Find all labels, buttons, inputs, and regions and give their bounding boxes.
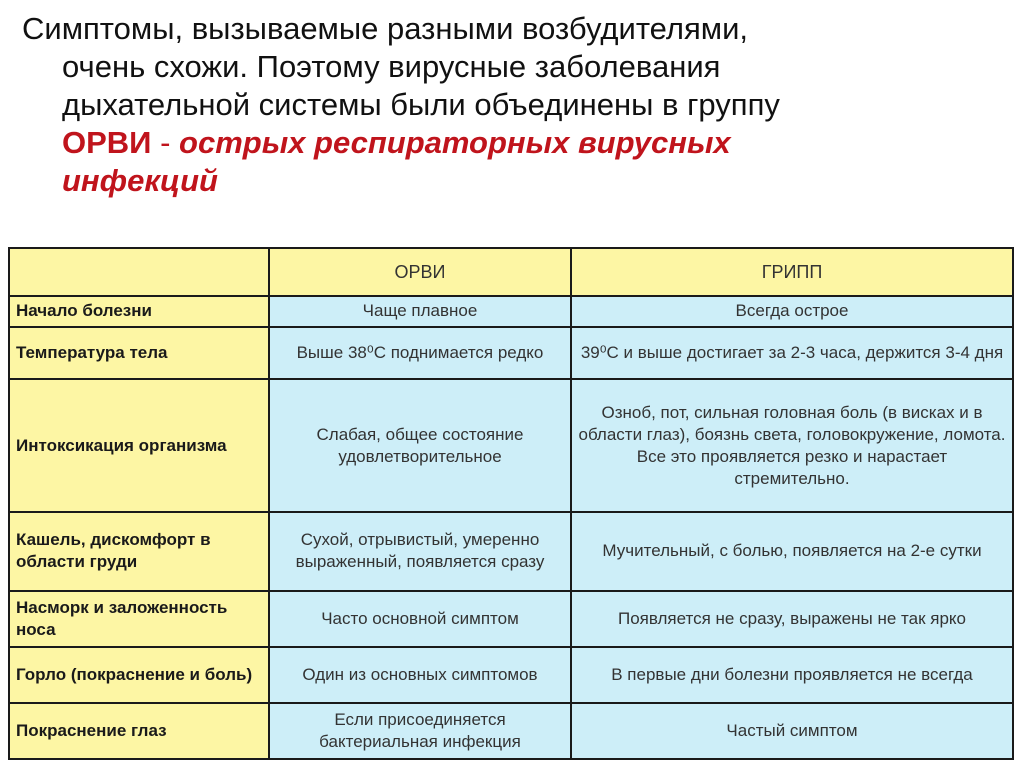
orvi-cell: Слабая, общее состояние удовлетворительное <box>269 379 571 511</box>
gripp-cell: Появляется не сразу, выражены не так ярко <box>571 591 1013 647</box>
acronym-orvi: ОРВИ <box>62 125 152 160</box>
table-row <box>9 591 1013 647</box>
slide-heading <box>22 10 1012 200</box>
gripp-cell: 39⁰С и выше достигает за 2-3 часа, держится 3-4 дня <box>571 327 1013 380</box>
heading-line-4 <box>22 124 1012 162</box>
comparison-table <box>8 247 1014 760</box>
orvi-cell: Если присоединяется бактериальная инфекция <box>269 703 571 759</box>
column-header-orvi: ОРВИ <box>269 248 571 296</box>
heading-line-3: дыхательной системы были объединены в группу <box>62 87 780 122</box>
row-label: Кашель, дискомфорт в области груди <box>9 512 269 591</box>
table-row <box>9 296 1013 327</box>
gripp-cell: Мучительный, с болью, появляется на 2-е сутки <box>571 512 1013 591</box>
table-header-row <box>9 248 1013 296</box>
heading-dash: - <box>151 125 180 160</box>
row-label: Интоксикация организма <box>9 379 269 511</box>
table-row <box>9 703 1013 759</box>
gripp-cell: Озноб, пот, сильная головная боль (в висках и в области глаз), боязнь света, головокружение, ломота. Все это проявляется резко и нарастает стремительно. <box>571 379 1013 511</box>
column-header-gripp: ГРИПП <box>571 248 1013 296</box>
row-label: Покраснение глаз <box>9 703 269 759</box>
table-row <box>9 647 1013 703</box>
row-label: Начало болезни <box>9 296 269 327</box>
orvi-cell: Выше 38⁰С поднимается редко <box>269 327 571 380</box>
heading-line-1: Симптомы, вызываемые разными возбудителями, <box>22 11 749 46</box>
table-row <box>9 512 1013 591</box>
row-label: Горло (покраснение и боль) <box>9 647 269 703</box>
gripp-cell: В первые дни болезни проявляется не всегда <box>571 647 1013 703</box>
heading-line-5 <box>22 162 1012 200</box>
table-row <box>9 327 1013 380</box>
row-label: Температура тела <box>9 327 269 380</box>
acronym-expansion-1: острых респираторных вирусных <box>179 125 731 160</box>
orvi-cell: Сухой, отрывистый, умеренно выраженный, появляется сразу <box>269 512 571 591</box>
acronym-expansion-2: инфекций <box>62 163 218 198</box>
heading-line-2: очень схожи. Поэтому вирусные заболевания <box>62 49 721 84</box>
orvi-cell: Часто основной симптом <box>269 591 571 647</box>
table-row <box>9 379 1013 511</box>
row-label: Насморк и заложенность носа <box>9 591 269 647</box>
gripp-cell: Всегда острое <box>571 296 1013 327</box>
gripp-cell: Частый симптом <box>571 703 1013 759</box>
header-corner <box>9 248 269 296</box>
orvi-cell: Один из основных симптомов <box>269 647 571 703</box>
orvi-cell: Чаще плавное <box>269 296 571 327</box>
